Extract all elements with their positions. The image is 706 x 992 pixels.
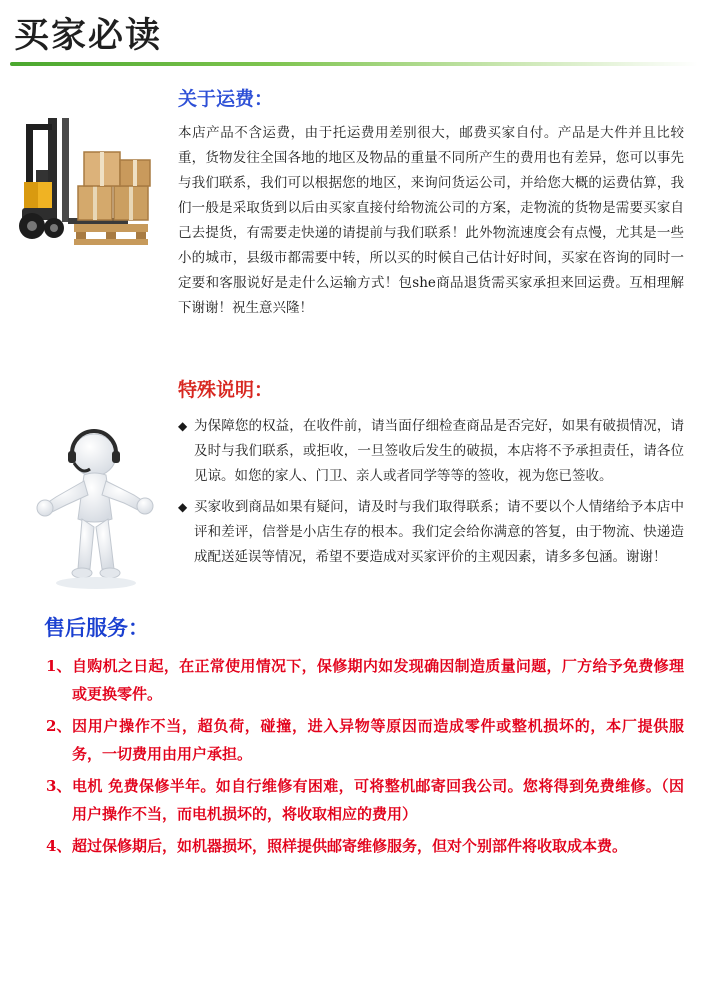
headset-mascot-icon xyxy=(32,423,162,603)
forklift-pallet-icon xyxy=(18,108,158,268)
after-sales-item-3 xyxy=(46,772,684,828)
page-header xyxy=(0,0,706,72)
after-sales-item-1 xyxy=(46,652,684,708)
special-bullet-2-text: 买家收到商品如果有疑问，请及时与我们取得联系；请不要以个人情绪给予本店中评和差评，信誉是小店生存的根本。我们定会给你满意的答复，由于物流、快递造成配送延误等情况，希望不要造成对买家评价的主观因素，请多多包涵。谢谢！ xyxy=(194,499,684,565)
after-sales-item-3-number: 3、 xyxy=(46,777,72,795)
diamond-bullet-icon: ◆ xyxy=(178,419,188,433)
special-bullet-2 xyxy=(178,495,684,570)
special-text-block xyxy=(178,375,684,570)
special-bullet-1-text: 为保障您的权益，在收件前，请当面仔细检查商品是否完好，如果有破损情况，请及时与我们联系，或拒收，一旦签收后发生的破损，本店将不予承担责任，请各位见谅。如您的家人、门卫、亲人或者同学等等的签收，视为您已签收。 xyxy=(194,418,684,484)
header-divider xyxy=(10,62,698,66)
shipping-text-block xyxy=(178,84,684,321)
shipping-paragraph: 本店产品不含运费，由于托运费用差别很大，邮费买家自付。产品是大件并且比较重，货物发往全国各地的地区及物品的重量不同所产生的费用也有差异，您可以事先与我们联系，我们可以根据您的地区，来询问货运公司，并给您大概的运费估算，我们一般是采取货到以后由买家直接付给物流公司的方案，走物流的货物是需要买家自己去提货，有需要走快递的请提前与我们联系！此外物流速度会有点慢，尤其是一些小的城市，县级市都需要中转，所以买的时候自己估计好时间，买家在咨询的同时一定要和客服说好是走什么运输方式！包she商品退货需买家承担来回运费。互相理解下谢谢！祝生意兴隆！ xyxy=(178,125,684,316)
after-sales-item-4-number: 4、 xyxy=(46,837,72,855)
special-section xyxy=(0,375,706,570)
after-sales-item-1-text: 自购机之日起，在正常使用情况下，保修期内如发现确因制造质量问题，厂方给予免费修理或更换零件。 xyxy=(72,657,684,703)
shipping-heading: 关于运费： xyxy=(178,88,274,110)
page-title: 买家必读 xyxy=(14,15,163,56)
after-sales-item-3-text: 电机 免费保修半年。如自行维修有困难，可将整机邮寄回我公司。您将得到免费维修。（因用户操作不当，而电机损坏的，将收取相应的费用） xyxy=(72,777,684,823)
after-sales-item-4 xyxy=(46,832,684,860)
diamond-bullet-icon: ◆ xyxy=(178,500,188,514)
special-bullet-1 xyxy=(178,414,684,489)
after-sales-item-2 xyxy=(46,712,684,768)
after-sales-item-1-number: 1、 xyxy=(46,657,72,675)
after-sales-section xyxy=(0,612,706,860)
after-sales-item-2-text: 因用户操作不当，超负荷，碰撞，进入异物等原因而造成零件或整机损坏的，本厂提供服务，一切费用由用户承担。 xyxy=(72,717,684,763)
special-heading: 特殊说明： xyxy=(178,379,274,401)
shipping-section xyxy=(0,72,706,321)
after-sales-item-2-number: 2、 xyxy=(46,717,72,735)
after-sales-item-4-text: 超过保修期后，如机器损坏，照样提供邮寄维修服务，但对个别部件将收取成本费。 xyxy=(72,837,628,855)
after-sales-heading: 售后服务： xyxy=(44,615,149,640)
